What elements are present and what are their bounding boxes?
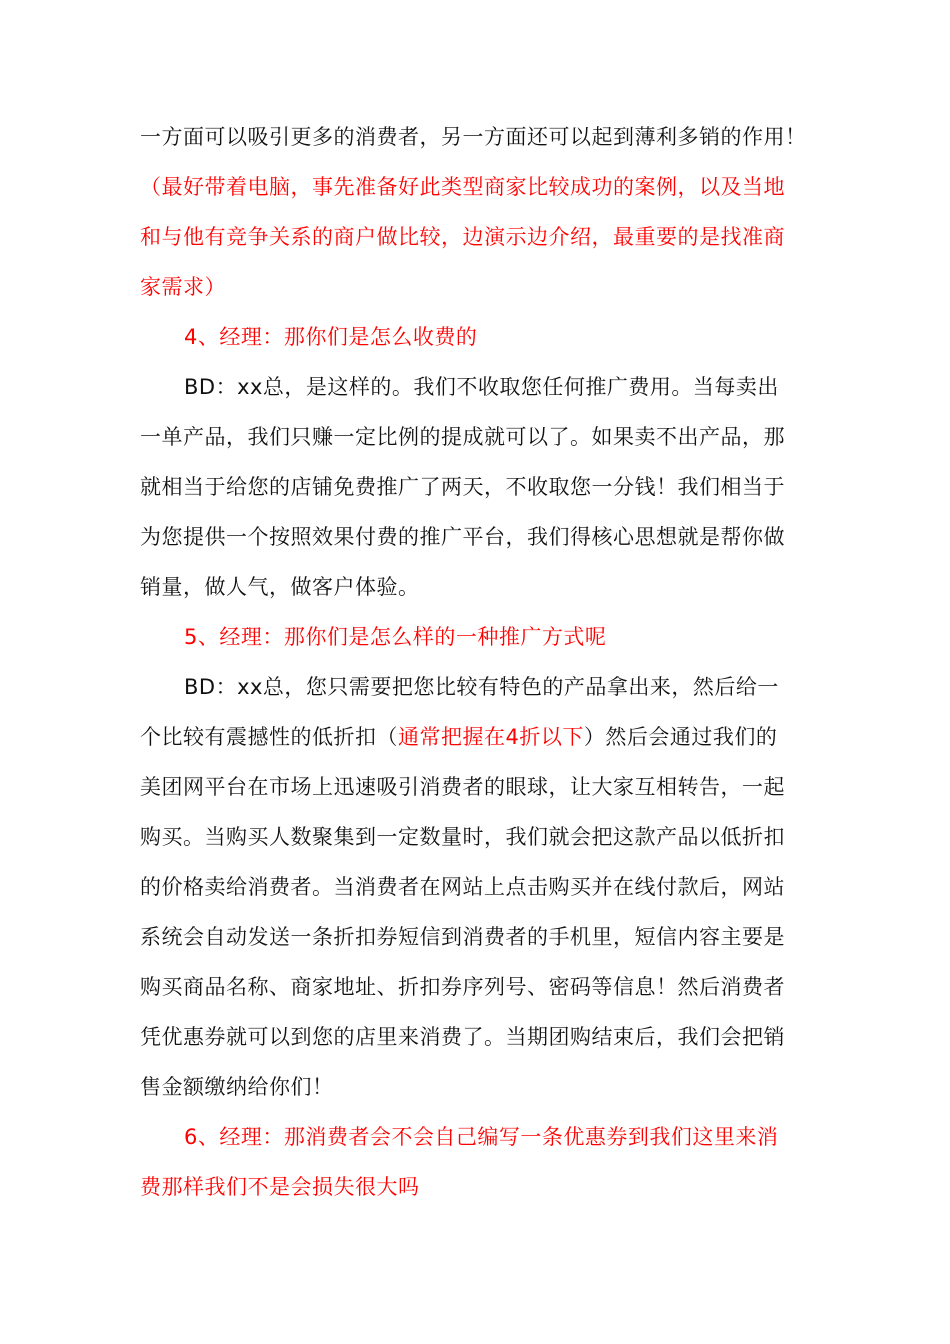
highlight-text: 通常把握在4折以下 [398,725,584,749]
text-line: 家需求） [140,275,226,299]
text-line: 销量，做人气，做客户体验。 [140,575,420,599]
text-line: 一单产品，我们只赚一定比例的提成就可以了。如果卖不出产品，那 [140,425,785,449]
text-line: 系统会自动发送一条折扣券短信到消费者的手机里，短信内容主要是 [140,925,785,949]
text-line: 购买商品名称、商家地址、折扣券序列号、密码等信息！然后消费者 [140,975,785,999]
text-line: 售金额缴纳给你们！ [140,1075,334,1099]
question-text: 5、经理：那你们是怎么样的一种推广方式呢 [184,625,607,649]
question-4 [140,312,820,362]
note-paragraph [140,162,820,312]
text-line: 和与他有竞争关系的商户做比较，边演示边介绍，最重要的是找准商 [140,225,785,249]
text-line-mixed [140,712,820,762]
text-line: 就相当于给您的店铺免费推广了两天，不收取您一分钱！我们相当于 [140,475,785,499]
question-6 [140,1112,820,1212]
question-5 [140,612,820,662]
text-line: 凭优惠券就可以到您的店里来消费了。当期团购结束后，我们会把销 [140,1025,785,1049]
text-line: BD：xx总，是这样的。我们不收取您任何推广费用。当每卖出 [184,375,779,399]
text-line: 的价格卖给消费者。当消费者在网站上点击购买并在线付款后，网站 [140,875,785,899]
text-line: 美团网平台在市场上迅速吸引消费者的眼球，让大家互相转告，一起 [140,775,785,799]
question-text: 4、经理：那你们是怎么收费的 [184,325,478,349]
text-segment: ）然后会通过我们的 [583,725,778,749]
question-text: 6、经理：那消费者会不会自己编写一条优惠券到我们这里来消 [184,1125,779,1149]
text-line: （最好带着电脑，事先准备好此类型商家比较成功的案例，以及当地 [140,175,785,199]
text-segment: 个比较有震撼性的低折扣（ [140,725,398,749]
text-line: BD：xx总，您只需要把您比较有特色的产品拿出来，然后给一 [184,675,779,699]
answer-5 [140,662,820,1112]
text-line: 购买。当购买人数聚集到一定数量时，我们就会把这款产品以低折扣 [140,825,785,849]
answer-4 [140,362,820,612]
text-line: 为您提供一个按照效果付费的推广平台，我们得核心思想就是帮你做 [140,525,785,549]
text-line: 一方面可以吸引更多的消费者，另一方面还可以起到薄利多销的作用！ [140,125,807,149]
question-text: 费那样我们不是会损失很大吗 [140,1175,420,1199]
paragraph-1 [140,112,820,162]
